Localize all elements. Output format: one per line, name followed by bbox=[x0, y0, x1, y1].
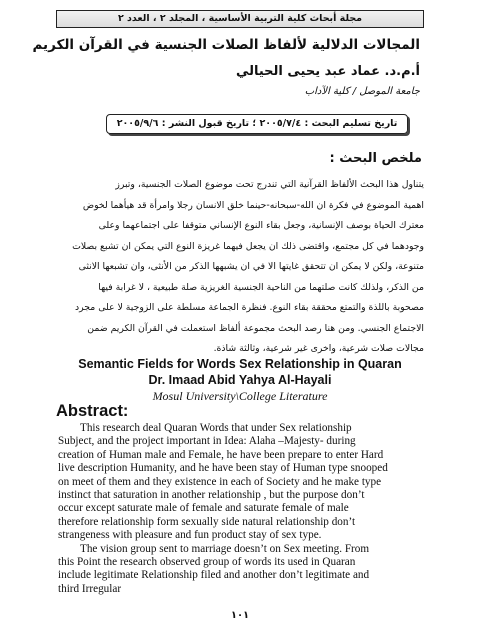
arabic-abstract-line: مجالات صلات شرعية، واخرى غير شرعية، وثالثة شاذة. bbox=[213, 343, 424, 354]
english-affiliation: Mosul University\College Literature bbox=[152, 389, 328, 403]
arabic-abstract-heading: ملخص البحث : bbox=[329, 151, 422, 166]
english-abstract-line: creation of Human male and Female, he have been prepare to enter Hard bbox=[58, 448, 384, 461]
arabic-abstract-line: من الذكر، ولذلك كانت صلتهما من الناحية الجنسية الغريزية صلة طبيعية ، لا غرابة فيها bbox=[98, 281, 424, 293]
submission-dates-box: تاريخ تسليم البحث : ٢٠٠٥/٧/٤ ؛ تاريخ قبول النشر : ٢٠٠٥/٩/٦ bbox=[106, 114, 408, 134]
arabic-abstract-line: وجودهما في كل مجتمع، واقتضى ذلك ان يجعل فيهما غريزة النوع التي يمكن ان تشبع بصلات bbox=[72, 240, 424, 252]
journal-header: مجلة أبحاث كلية التربية الأساسية ، المجلد ٢ ، العدد ٢ bbox=[56, 10, 424, 28]
english-abstract-line: include legitimate Relationship filed and another don’t legitimate and bbox=[58, 569, 370, 582]
arabic-abstract-line: يتناول هذا البحث الألفاظ القرآنية التي تندرج تحت موضوع الصلات الجنسية، وتبرز bbox=[115, 179, 424, 190]
english-author: Dr. Imaad Abid Yahya Al-Hayali bbox=[148, 373, 332, 387]
arabic-title: المجالات الدلالية لألفاظ الصلات الجنسية في القرآن الكريم bbox=[32, 37, 420, 53]
page-number: ١٠١ bbox=[230, 610, 250, 621]
arabic-affiliation: جامعة الموصل / كلية الآداب bbox=[304, 86, 420, 97]
english-abstract-line: therefore relationship form sexually side natural relationship don’t bbox=[58, 515, 356, 528]
english-abstract-line: instinct that saturation in another relationship , but the purpose don’t bbox=[58, 488, 365, 501]
english-abstract-line: live description Humanity, and he have been stay of Human type snooped bbox=[58, 462, 388, 475]
english-abstract-line: The vision group sent to marriage doesn’t on Sex meeting. From bbox=[80, 542, 370, 555]
english-abstract-line: occur except saturate male of female and saturate female of male bbox=[58, 502, 349, 515]
english-abstract-line: Subject, and the project important in Idea: Alaha –Majesty- during bbox=[58, 435, 356, 448]
english-abstract-heading: Abstract: bbox=[56, 402, 129, 420]
english-abstract bbox=[58, 422, 422, 596]
arabic-abstract-line: معترك الحياة بوصف الإنسانية، وجعل بقاء النوع الإنساني متوقفا على اجتماعهما وعلى bbox=[98, 220, 424, 231]
arabic-author: أ.م.د. عماد عبد يحيى الحيالي bbox=[235, 64, 420, 79]
english-title: Semantic Fields for Words Sex Relationship in Quaran bbox=[78, 357, 402, 371]
arabic-abstract-line: اهمية الموضوع في فكرة ان الله-سبحانه-حينما خلق الانسان رجلا وامرأة قد هيأهما لخوض bbox=[82, 199, 424, 211]
english-abstract-line: strangeness with pleasure and fun product stay of sex type. bbox=[58, 529, 322, 542]
english-abstract-line: on meet of them and they existence in each of Society and he make type bbox=[58, 475, 382, 488]
english-abstract-line: This research deal Quaran Words that under Sex relationship bbox=[80, 422, 352, 434]
arabic-abstract-line: مصحوبة باللذة والتمتع محققة بقاء النوع. فنظرة الجماعة مسلطة على الزوجية لا على مجرد bbox=[74, 302, 424, 313]
arabic-abstract-line: الاجتماع الجنسي. ومن هنا رصد البحث مجموعة ألفاظ استعملت في القرآن الكريم ضمن bbox=[87, 322, 424, 334]
english-abstract-line: this Point the research observed group of words its used in Quaran bbox=[58, 555, 356, 568]
arabic-abstract-line: متنوعة، ولكن لا يمكن ان تتحقق غايتها الا في ان يشبهها الذكر من الأنثى، وان تشبعها الانثى bbox=[78, 261, 424, 272]
english-abstract-line: third Irregular bbox=[58, 582, 122, 595]
arabic-abstract bbox=[58, 175, 424, 360]
